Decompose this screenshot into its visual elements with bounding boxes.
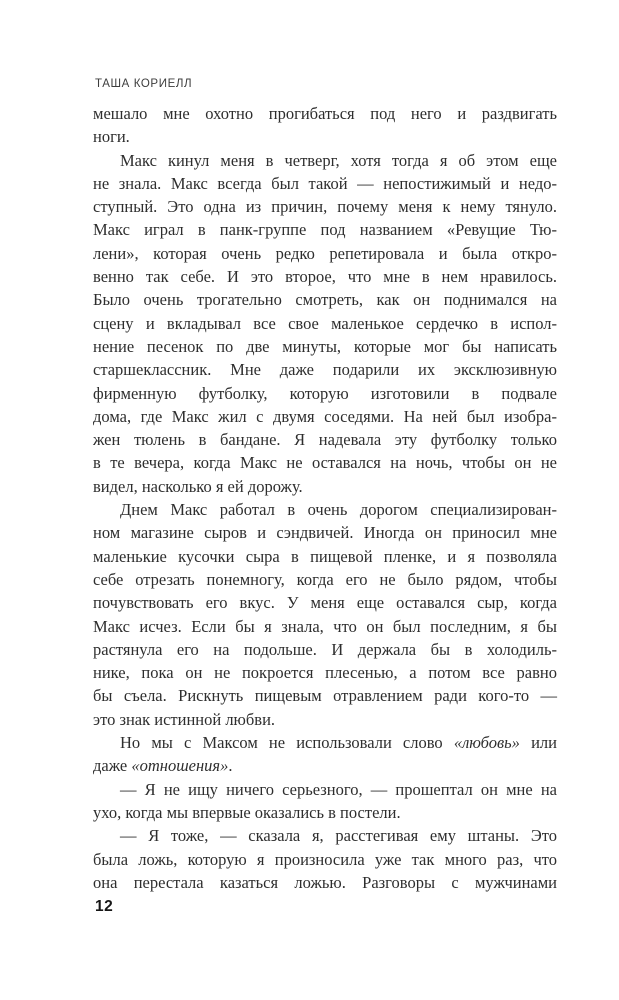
text-line bbox=[93, 382, 557, 405]
text-run: почувствовать его вкус. У меня еще оставался сыр, когда bbox=[93, 593, 557, 613]
text-run: Макс кинул меня в четверг, хотя тогда я об этом еще bbox=[120, 150, 557, 170]
text-run: старшеклассник. Мне даже подарили их эксклюзивную bbox=[93, 360, 557, 380]
text-run: была ложь, которую я произносила уже так много раз, что bbox=[93, 849, 557, 869]
text-run: в те вечера, когда Макс не оставался на ночь, чтобы он не bbox=[93, 453, 557, 473]
text-run: растянула его на подольше. И держала бы в холодиль- bbox=[93, 639, 557, 659]
text-run: — Я тоже, — сказала я, расстегивая ему штаны. Это bbox=[120, 826, 557, 846]
text-line bbox=[93, 545, 557, 568]
text-line bbox=[93, 568, 557, 591]
text-run: маленькие кусочки сыра в пищевой пленке, и я позволяла bbox=[93, 546, 557, 566]
text-run: видел, насколько я ей дорожу. bbox=[93, 476, 303, 496]
text-run: Макс исчез. Если бы я знала, что он был последним, я бы bbox=[93, 616, 557, 636]
text-line bbox=[93, 335, 557, 358]
text-run: сцену и вкладывал все свое маленькое сердечко в испол- bbox=[93, 313, 557, 333]
text-line bbox=[93, 801, 557, 824]
text-run: ступный. Это одна из причин, почему меня к нему тянуло. bbox=[93, 197, 557, 217]
text-line bbox=[93, 731, 557, 754]
running-header: ТАША КОРИЕЛЛ bbox=[95, 78, 193, 90]
text-line bbox=[93, 638, 557, 661]
text-line bbox=[93, 521, 557, 544]
text-run: не знала. Макс всегда был такой — непостижимый и недо- bbox=[93, 173, 557, 193]
text-line bbox=[93, 428, 557, 451]
paragraph bbox=[93, 778, 557, 825]
text-line bbox=[93, 265, 557, 288]
text-line bbox=[93, 778, 557, 801]
text-line bbox=[93, 615, 557, 638]
text-run: себе отрезать понемногу, когда его не было рядом, чтобы bbox=[93, 569, 557, 589]
paragraph bbox=[93, 731, 557, 778]
text-run: мешало мне охотно прогибаться под него и раздвигать bbox=[93, 104, 557, 123]
text-run: — Я не ищу ничего серьезного, — прошептал он мне на bbox=[120, 779, 557, 799]
paragraph bbox=[93, 149, 557, 498]
text-run: Макс играл в панк-группе под названием «Ревущие Тю- bbox=[93, 220, 557, 240]
text-run: фирменную футболку, которую изготовили в подвале bbox=[93, 383, 557, 403]
text-line bbox=[93, 848, 557, 871]
text-line bbox=[93, 172, 557, 195]
text-run: лени», которая очень редко репетировала и была откро- bbox=[93, 243, 557, 263]
text-run: дома, где Макс жил с двумя соседями. На ней был изобра- bbox=[93, 406, 557, 426]
text-line bbox=[93, 312, 557, 335]
text-run: Было очень трогательно смотреть, как он поднимался на bbox=[93, 290, 557, 310]
text-run: ноги. bbox=[93, 127, 130, 147]
paragraph bbox=[93, 102, 557, 149]
text-run: бы съела. Рискнуть пищевым отравлением ради кого-то — bbox=[93, 686, 557, 706]
text-line bbox=[93, 498, 557, 521]
text-run: ном магазине сыров и сэндвичей. Иногда он приносил мне bbox=[93, 523, 557, 543]
text-line bbox=[93, 149, 557, 172]
text-line bbox=[93, 708, 557, 731]
text-line bbox=[93, 195, 557, 218]
text-line bbox=[93, 871, 557, 894]
text-line bbox=[93, 358, 557, 381]
text-line bbox=[93, 824, 557, 847]
text-line bbox=[93, 684, 557, 707]
text-line bbox=[93, 102, 557, 125]
text-run: это знак истинной любви. bbox=[93, 709, 276, 729]
text-line bbox=[93, 451, 557, 474]
text-line bbox=[93, 661, 557, 684]
text-line bbox=[93, 218, 557, 241]
text-line bbox=[93, 591, 557, 614]
italic-text-run: «любовь» bbox=[453, 733, 520, 753]
italic-text-run: «отношения» bbox=[131, 756, 229, 776]
paragraph bbox=[93, 498, 557, 731]
text-run: жен тюлень в бандане. Я надевала эту футболку только bbox=[93, 430, 557, 450]
text-line bbox=[93, 242, 557, 265]
text-run: она перестала казаться ложью. Разговоры с мужчинами bbox=[93, 872, 557, 892]
text-line bbox=[93, 405, 557, 428]
text-line bbox=[93, 475, 557, 498]
page-number: 12 bbox=[95, 898, 114, 915]
text-line bbox=[93, 125, 557, 148]
body-text bbox=[93, 102, 557, 894]
text-line bbox=[93, 288, 557, 311]
text-run: венно так себе. И это второе, что мне в нем нравилось. bbox=[93, 267, 557, 287]
text-run: ухо, когда мы впервые оказались в постели. bbox=[93, 802, 401, 822]
text-run: даже bbox=[93, 756, 132, 776]
text-run: . bbox=[228, 756, 233, 776]
text-run: Днем Макс работал в очень дорогом специализирован- bbox=[120, 500, 557, 520]
text-run: нение песенок по две минуты, которые мог бы написать bbox=[93, 336, 557, 356]
text-run: или bbox=[519, 733, 557, 753]
text-run: нике, пока он не покроется плесенью, а потом все равно bbox=[93, 663, 557, 683]
text-line bbox=[93, 754, 557, 777]
paragraph bbox=[93, 824, 557, 894]
text-run: Но мы с Максом не использовали слово bbox=[120, 733, 454, 753]
